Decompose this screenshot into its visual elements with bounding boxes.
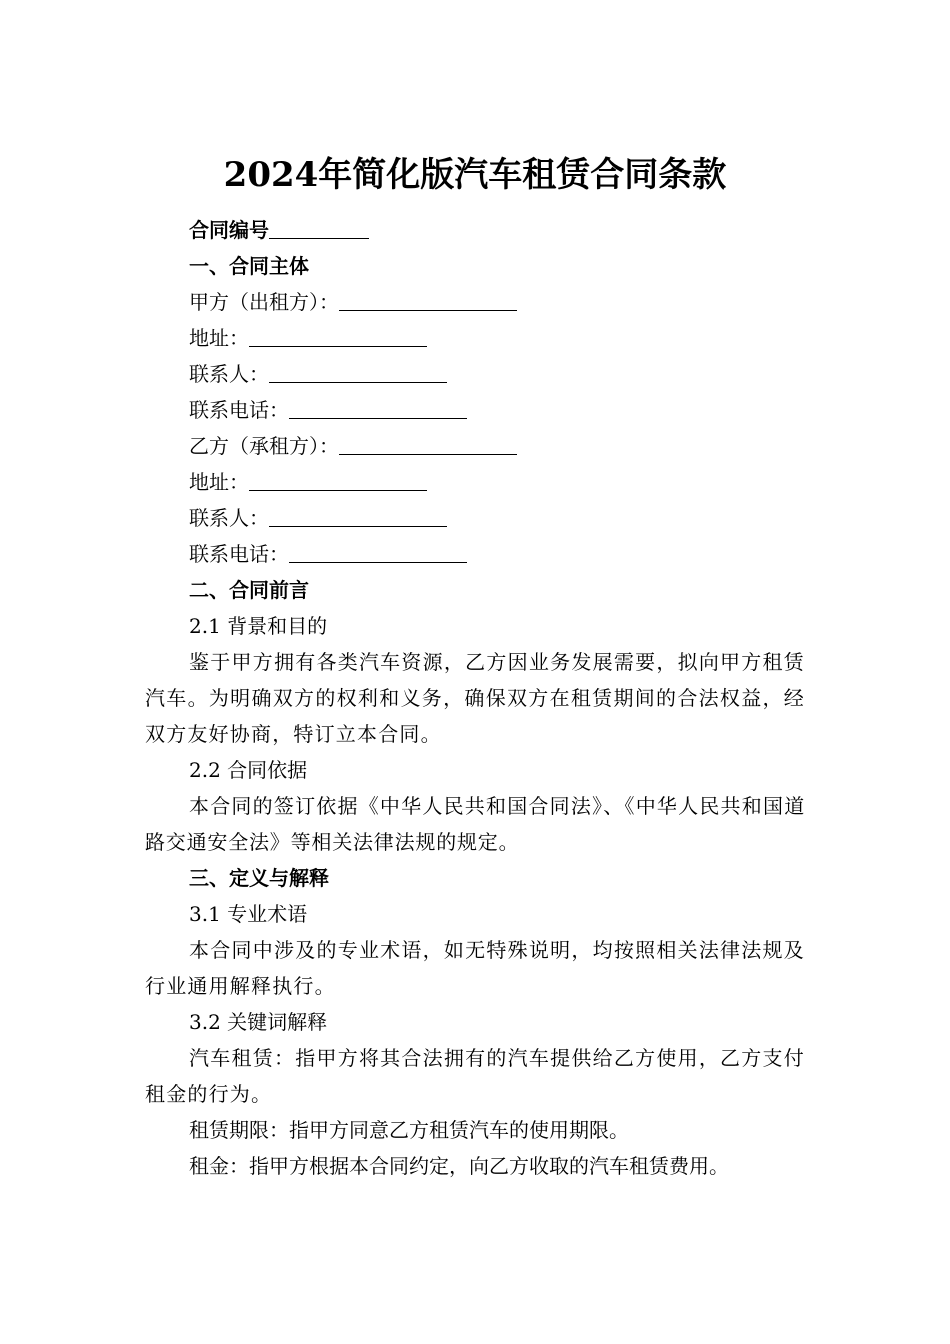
- field-party-a: [145, 284, 805, 320]
- field-label: 联系人：: [189, 362, 269, 386]
- field-label: 地址：: [189, 470, 249, 494]
- field-party-b-phone: [145, 536, 805, 572]
- fill-blank: [339, 286, 517, 311]
- section2-sub2-title: 2.2 合同依据: [189, 758, 308, 782]
- definition-rent: 租金：指甲方根据本合同约定，向乙方收取的汽车租赁费用。: [189, 1154, 729, 1178]
- field-party-b-address: [145, 464, 805, 500]
- section2-sub1-title: 2.1 背景和目的: [189, 614, 328, 638]
- fill-blank: [289, 538, 467, 563]
- field-label: 联系人：: [189, 506, 269, 530]
- fill-blank: [249, 466, 427, 491]
- field-label: 甲方（出租方）：: [189, 290, 339, 314]
- section3-heading: 三、定义与解释: [189, 866, 329, 890]
- fill-blank: [269, 358, 447, 383]
- section2-sub2-text: 本合同的签订依据《中华人民共和国合同法》、《中华人民共和国道路交通安全法》等相关法律法规的规定。: [145, 794, 805, 854]
- field-party-a-address: [145, 320, 805, 356]
- field-label: 乙方（承租方）：: [189, 434, 339, 458]
- field-party-a-contact: [145, 356, 805, 392]
- document-body: [145, 212, 805, 1184]
- fill-blank: [339, 430, 517, 455]
- field-label: 地址：: [189, 326, 249, 350]
- fill-blank: [269, 502, 447, 527]
- section3-sub1-title: 3.1 专业术语: [189, 902, 308, 926]
- contract-number-blank: [269, 214, 369, 239]
- field-label: 联系电话：: [189, 542, 289, 566]
- fill-blank: [289, 394, 467, 419]
- contract-number-line: [145, 212, 805, 248]
- section3-sub2-title: 3.2 关键词解释: [189, 1010, 328, 1034]
- section2-heading: 二、合同前言: [189, 578, 309, 602]
- field-party-b-contact: [145, 500, 805, 536]
- contract-number-label: 合同编号: [189, 218, 269, 242]
- field-label: 联系电话：: [189, 398, 289, 422]
- document-title: 2024年简化版汽车租赁合同条款: [223, 155, 727, 195]
- definition-rental-period: 租赁期限：指甲方同意乙方租赁汽车的使用期限。: [189, 1118, 629, 1142]
- field-party-a-phone: [145, 392, 805, 428]
- definition-car-rental: 汽车租赁：指甲方将其合法拥有的汽车提供给乙方使用，乙方支付租金的行为。: [145, 1046, 805, 1106]
- section2-sub1-text: 鉴于甲方拥有各类汽车资源，乙方因业务发展需要，拟向甲方租赁汽车。为明确双方的权利和义务，确保双方在租赁期间的合法权益，经双方友好协商，特订立本合同。: [145, 650, 805, 746]
- field-party-b: [145, 428, 805, 464]
- fill-blank: [249, 322, 427, 347]
- section1-heading: 一、合同主体: [189, 254, 309, 278]
- section3-sub1-text: 本合同中涉及的专业术语，如无特殊说明，均按照相关法律法规及行业通用解释执行。: [145, 938, 805, 998]
